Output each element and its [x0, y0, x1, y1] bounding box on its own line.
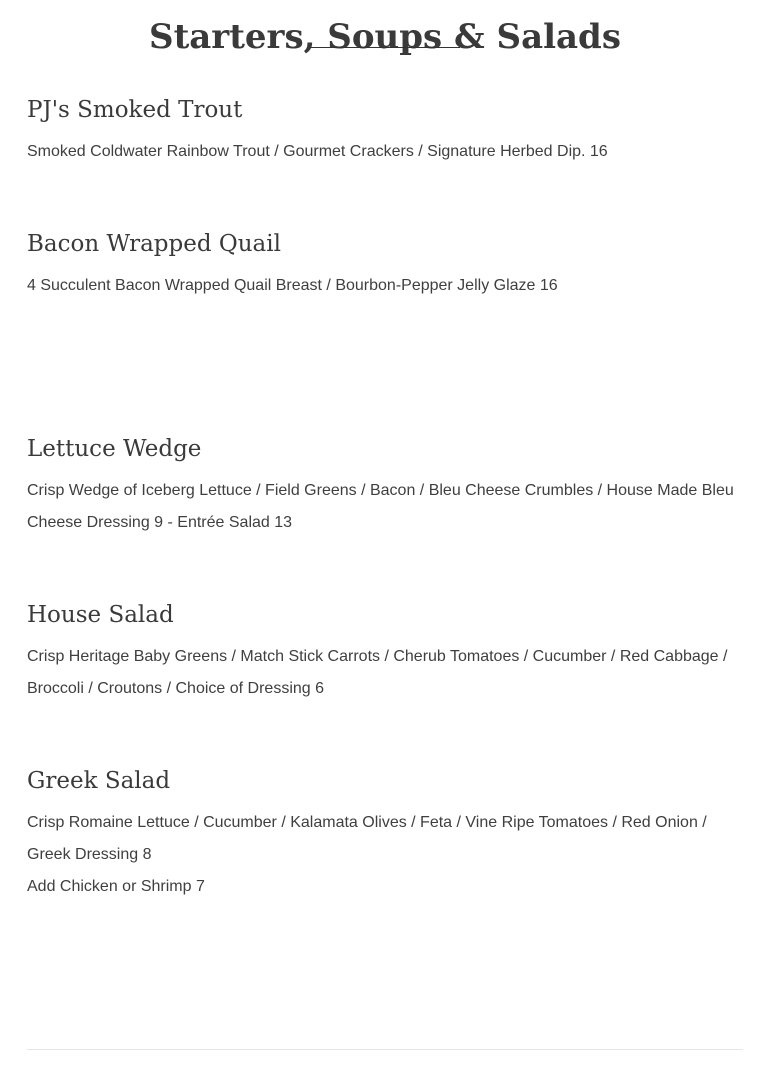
menu-item-addon: Add Chicken or Shrimp 7 [27, 878, 205, 895]
bottom-divider [27, 1049, 743, 1050]
title-underline [310, 47, 460, 48]
menu-item-description: 4 Succulent Bacon Wrapped Quail Breast / Bourbon-Pepper Jelly Glaze 16 [27, 277, 558, 294]
menu-item-name: Bacon Wrapped Quail [27, 231, 281, 257]
menu-item-description: Crisp Wedge of Iceberg Lettuce / Field Greens / Bacon / Bleu Cheese Crumbles / House Made Bleu Cheese Dressing 9 - Entrée Salad 13 [27, 482, 734, 531]
menu-item-name: House Salad [27, 602, 174, 628]
menu-item-lettuce-wedge [27, 433, 743, 539]
menu-item-name: Greek Salad [27, 768, 171, 794]
menu-item-house-salad [27, 599, 743, 705]
menu-item-smoked-trout [27, 94, 743, 168]
menu-item-name: PJ's Smoked Trout [27, 97, 243, 123]
menu-item-name: Lettuce Wedge [27, 436, 202, 462]
menu-item-greek-salad [27, 765, 743, 903]
menu-item-description: Crisp Romaine Lettuce / Cucumber / Kalamata Olives / Feta / Vine Ripe Tomatoes / Red Onion / Greek Dressing 8 [27, 814, 707, 863]
menu-item-description: Smoked Coldwater Rainbow Trout / Gourmet Crackers / Signature Herbed Dip. 16 [27, 143, 608, 160]
menu-item-bacon-wrapped-quail [27, 228, 743, 302]
section-title: Starters, Soups & Salads [149, 16, 621, 57]
menu-item-description: Crisp Heritage Baby Greens / Match Stick Carrots / Cherub Tomatoes / Cucumber / Red Cabbage / Broccoli / Croutons / Choice of Dressing 6 [27, 648, 728, 697]
